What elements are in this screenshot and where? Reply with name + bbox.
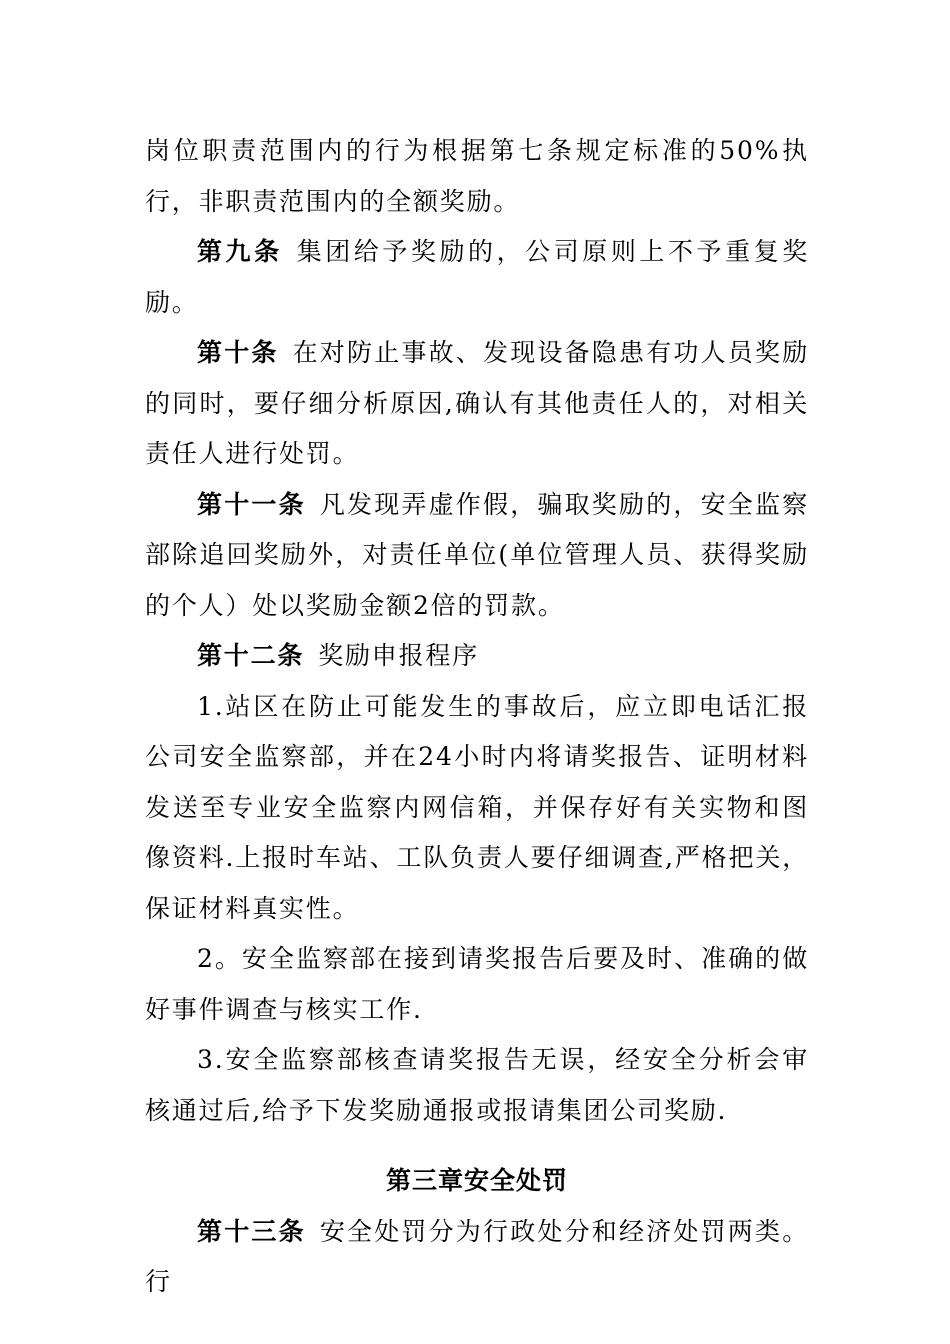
article-12-label: 第十二条 — [197, 641, 305, 670]
article-9-label: 第九条 — [197, 237, 283, 266]
article-13-text: 安全处罚分为行政处分和经济处罚两类。行 — [145, 1216, 810, 1296]
article-10-label: 第十条 — [197, 338, 279, 367]
article-9-text: 集团给予奖励的，公司原则上不予重复奖励。 — [145, 237, 809, 317]
article-13 — [145, 1207, 809, 1308]
article-11-text: 凡发现弄虚作假，骗取奖励的，安全监察部除追回奖励外，对责任单位(单位管理人员、获得奖励的个人）处以奖励金额2倍的罚款。 — [145, 489, 810, 620]
article-11 — [145, 480, 809, 632]
document-body — [145, 126, 809, 1308]
chapter-title: 第三章安全处罚 — [385, 1166, 568, 1195]
article-12-text: 奖励申报程序 — [318, 641, 480, 670]
article-10 — [145, 328, 809, 480]
article-13-label: 第十三条 — [197, 1216, 306, 1246]
article-10-text: 在对防止事故、发现设备隐患有功人员奖励的同时，要仔细分析原因,确认有其他责任人的，对相关责任人进行处罚。 — [145, 338, 810, 468]
list-item-2: 2。安全监察部在接到请奖报告后要及时、准确的做好事件调查与核实工作. — [145, 944, 809, 1024]
article-11-label: 第十一条 — [197, 489, 306, 519]
list-item-1: 1.站区在防止可能发生的事故后，应立即电话汇报公司安全监察部，并在24小时内将请奖报告、证明材料发送至专业安全监察内网信箱，并保存好有关实物和图像资料.上报时车站、工队负责人要仔细调查,严格把关，保证材料真实性。 — [145, 691, 809, 923]
list-item-3: 3.安全监察部核查请奖报告无误，经安全分析会审核通过后,给予下发奖励通报或报请集团公司奖励. — [145, 1045, 809, 1125]
article-12 — [145, 631, 809, 682]
paragraph-continuation: 岗位职责范围内的行为根据第七条规定标准的50%执行，非职责范围内的全额奖励。 — [145, 136, 809, 216]
article-9 — [145, 227, 809, 328]
